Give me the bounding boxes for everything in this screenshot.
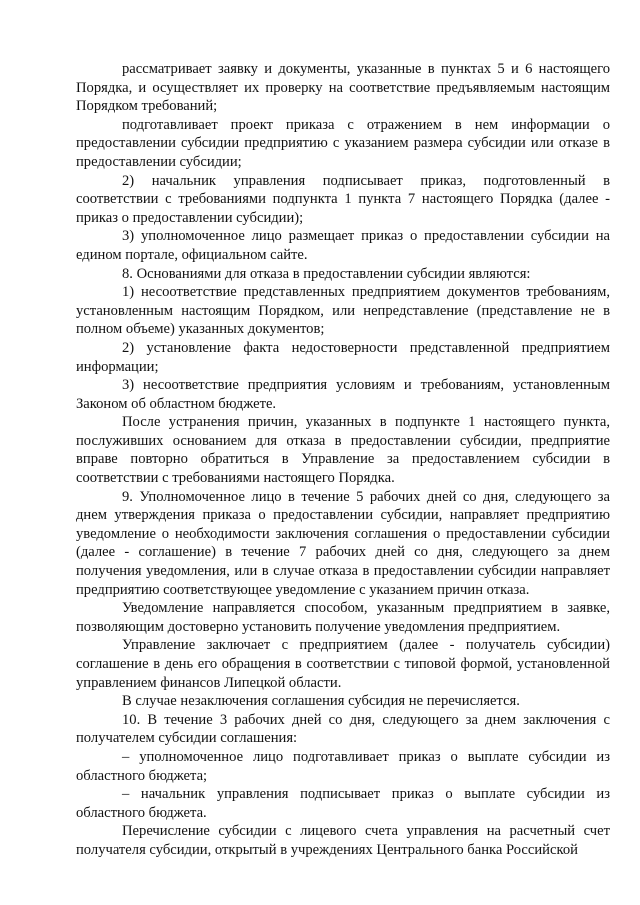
paragraph-refusal-item-2: 2) установление факта недостоверности представленной предприятием информации;	[76, 339, 610, 375]
paragraph-item-3-publish-order: 3) уполномоченное лицо размещает приказ о предоставлении субсидии на едином портале, официальном сайте.	[76, 228, 610, 263]
document-page	[76, 60, 610, 860]
paragraph-no-agreement: В случае незаключения соглашения субсидия не перечисляется.	[122, 693, 520, 710]
paragraph-dash-item-sign: – начальник управления подписывает приказ о выплате субсидии из областного бюджета.	[76, 786, 610, 821]
paragraph-transfer-subsidy: Перечисление субсидии с лицевого счета управления на расчетный счет получателя субсидии, открытый в учреждениях Центрального банка Российской	[76, 823, 610, 858]
paragraph-refusal-item-1: 1) несоответствие представленных предприятием документов требованиям, установленным настоящим Порядком, или непредставление (представление не в полном объеме) указанных документов;	[76, 284, 610, 338]
paragraph-item-2-sign-order: 2) начальник управления подписывает приказ, подготовленный в соответствии с требованиями подпункта 1 пункта 7 настоящего Порядка (далее - приказ о предоставлении субсидии);	[76, 172, 610, 226]
paragraph-section-10: 10. В течение 3 рабочих дней со дня, следующего за днем заключения с получателем субсидии соглашения:	[76, 711, 610, 747]
paragraph-notification-method: Уведомление направляется способом, указанным предприятием в заявке, позволяющим достоверно установить получение уведомления предприятием.	[76, 600, 610, 635]
paragraph-review-application: рассматривает заявку и документы, указанные в пунктах 5 и 6 настоящего Порядка, и осуществляет их проверку на соответствие предъявляемым настоящим Порядком требований;	[76, 61, 610, 115]
paragraph-section-8-refusal-grounds: 8. Основаниями для отказа в предоставлении субсидии являются:	[122, 265, 531, 282]
paragraph-reapply: После устранения причин, указанных в подпункте 1 настоящего пункта, послуживших основанием для отказа в предоставлении субсидии, предприятие вправе повторно обратиться в Управление за предоставлением субсидии в соответствии с требованиями настоящего Порядка.	[76, 414, 610, 487]
paragraph-refusal-item-3: 3) несоответствие предприятия условиям и требованиям, установленным Законом об областном бюджете.	[76, 377, 610, 412]
paragraph-dash-item-prepare: – уполномоченное лицо подготавливает приказ о выплате субсидии из областного бюджета;	[76, 748, 610, 784]
paragraph-section-9-notification: 9. Уполномоченное лицо в течение 5 рабочих дней со дня, следующего за днем утверждения приказа о предоставлении субсидии, направляет предприятию уведомление о необходимости заключения соглашения о предоставлении субсидии (далее - соглашение) в течение 7 рабочих дней со дня, следующего за днем получения уведомления, или в случае отказа в предоставлении субсидии направляет предприятию соответствующее уведомление с указанием причин отказа.	[76, 488, 610, 598]
paragraph-prepare-order: подготавливает проект приказа с отражением в нем информации о предоставлении субсидии предприятию с указанием размера субсидии или отказе в предоставлении субсидии;	[76, 116, 610, 170]
paragraph-agreement-conclusion: Управление заключает с предприятием (далее - получатель субсидии) соглашение в день его обращения в соответствии с типовой формой, установленной управлением финансов Липецкой области.	[76, 637, 610, 691]
